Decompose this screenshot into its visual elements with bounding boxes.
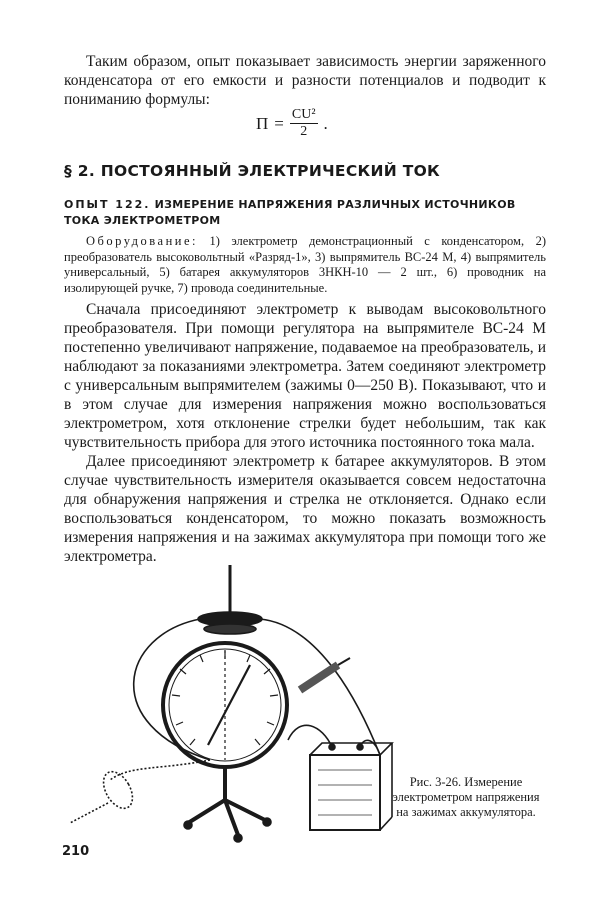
- battery-box: [310, 755, 380, 830]
- stand-legs: [188, 800, 265, 835]
- section-heading: § 2. ПОСТОЯННЫЙ ЭЛЕКТРИЧЕСКИЙ ТОК: [64, 162, 441, 180]
- formula-fraction: [290, 107, 318, 140]
- page-number: 210: [62, 844, 90, 859]
- electrometer-illustration: [60, 555, 400, 855]
- equipment-text: 1) электрометр демонстрационный с конденсатором, 2) преобразователь высоковольтный «Разряд-1», 3) выпрямитель ВС-24 М, 4) выпрямитель универсальный, 5) батарея аккумуляторов 3НКН-10 — 2 шт., 6) проводник на изолирующей ручке, 7) провода соединительные.: [64, 234, 547, 295]
- formula-period: .: [323, 113, 328, 133]
- capacitor-plate-lower: [204, 624, 256, 634]
- body-paragraph-2: Далее присоединяют электрометр к батарее аккумуляторов. В этом случае чувствительность измерителя оказывается совсем недостаточна для обнаружения напряжения и стрелка не отклоняется. Однако если воспользоваться конденсатором, то можно показать возможность измерения напряжения и на зажимах аккумулятора при помощи того же электрометра.: [64, 453, 546, 565]
- figure-caption: Рис. 3-26. Измерение электрометром напряжения на зажимах аккумулятора.: [392, 775, 540, 819]
- ground-lead: [70, 803, 108, 823]
- experiment-heading: [64, 197, 534, 229]
- energy-formula: [256, 107, 328, 140]
- experiment-label: ОПЫТ 122.: [64, 198, 151, 211]
- formula-denominator: 2: [300, 124, 308, 139]
- intro-paragraph: Таким образом, опыт показывает зависимость энергии заряженного конденсатора от его емкости и разности потенциалов и подводит к пониманию формулы:: [64, 53, 546, 108]
- handle-tip: [338, 658, 350, 665]
- battery-hatching: [318, 770, 372, 815]
- equipment-label: Оборудование:: [86, 234, 198, 248]
- experiment-title: ИЗМЕРЕНИЕ НАПРЯЖЕНИЯ РАЗЛИЧНЫХ ИСТОЧНИКОВ ТОКА ЭЛЕКТРОМЕТРОМ: [64, 198, 516, 227]
- ground-wire: [110, 760, 210, 780]
- formula-numerator: CU²: [291, 107, 316, 122]
- insulating-handle: [300, 665, 338, 690]
- equipment-list: [64, 234, 546, 296]
- formula-lhs: П: [256, 113, 269, 133]
- formula-equals: =: [274, 113, 284, 133]
- body-paragraph-1: Сначала присоединяют электрометр к выводам высоковольтного преобразователя. При помощи регулятора на выпрямителе ВС-24 М постепенно увеличивают напряжение, подаваемое на преобразователь, и наблюдают за показаниями электрометра. Затем соединяют электрометр с универсальным выпрямителем (зажимы 0—250 В). Показывают, что и в этом случае для измерения напряжения можно воспользоваться электрометром, хотя отклонение стрелки будет небольшим, так как чувствительность прибора для этого источника постоянного тока мала.: [64, 301, 546, 451]
- electrometer-needle: [208, 665, 250, 745]
- ground-loop: [98, 767, 139, 814]
